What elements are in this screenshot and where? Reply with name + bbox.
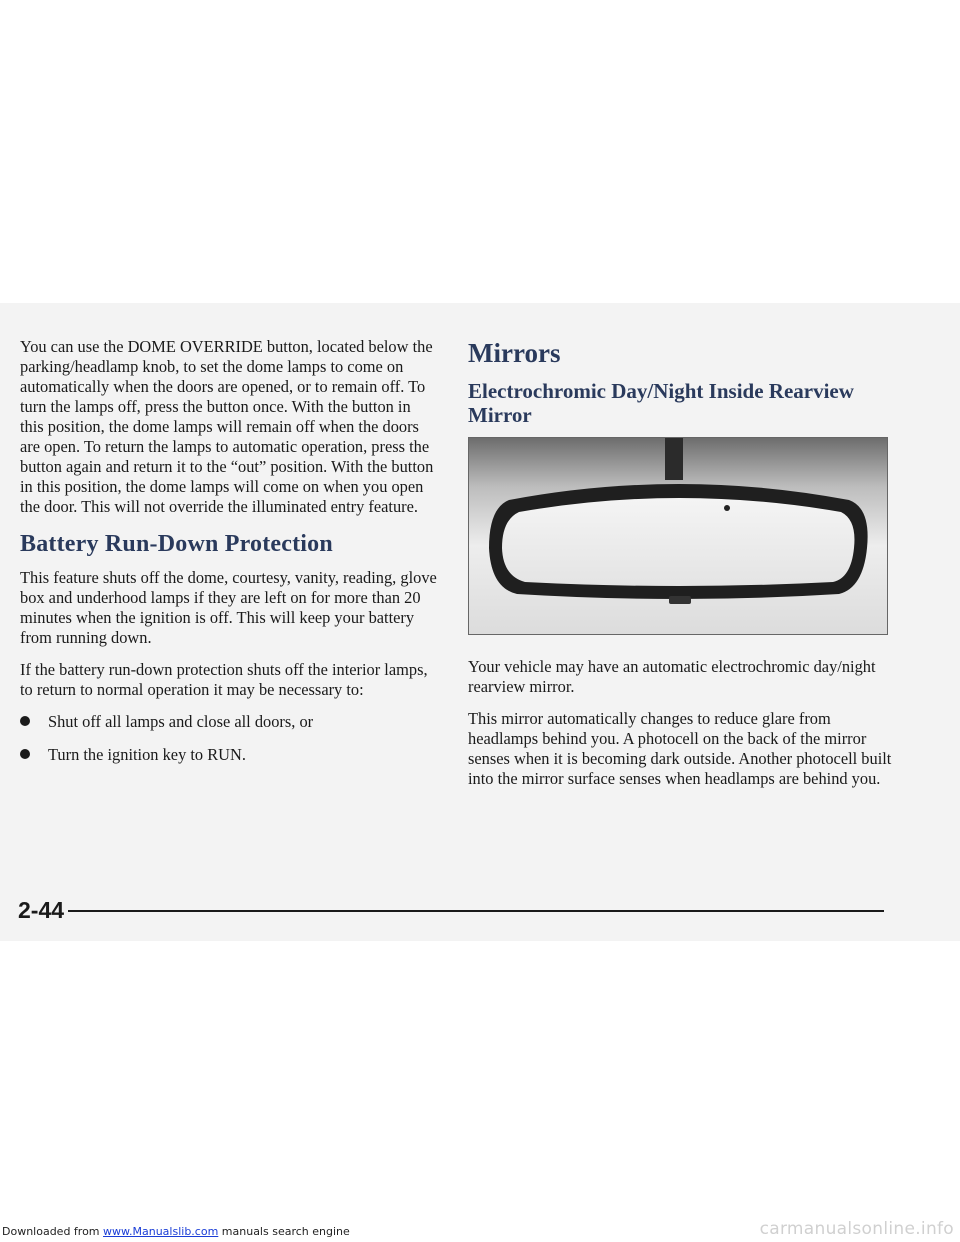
list-item <box>20 745 438 765</box>
list-item-text: Turn the ignition key to RUN. <box>48 745 246 764</box>
dome-override-paragraph: You can use the DOME OVERRIDE button, located below the parking/headlamp knob, to set the dome lamps to come on automatically when the doors are opened, or to remain off. To turn the lamps off, press the button once. With the button in this position, the dome lamps will remain off when the doors are open. To return the lamps to automatic operation, press the button again and return it to the “out” position. With the button in this position, the dome lamps will come on when you open the door. This will not override the illuminated entry feature. <box>20 337 434 516</box>
banner-suffix: manuals search engine <box>218 1225 350 1238</box>
manualslib-link[interactable]: www.Manualslib.com <box>103 1225 219 1238</box>
right-column <box>468 337 898 801</box>
mirror-illustration <box>469 438 887 634</box>
battery-steps-list <box>20 712 438 765</box>
list-item <box>20 712 438 732</box>
bullet-icon <box>20 716 30 726</box>
mirror-paragraph-1: Your vehicle may have an automatic electrochromic day/night rearview mirror. <box>468 657 876 696</box>
battery-paragraph-1: This feature shuts off the dome, courtesy, vanity, reading, glove box and underhood lamps if they are left on for more than 20 minutes when the ignition is off. This will keep your battery from running down. <box>20 568 437 647</box>
rearview-mirror-image <box>468 437 888 635</box>
rearview-mirror-heading: Electrochromic Day/Night Inside Rearview Mirror <box>468 379 854 427</box>
bullet-icon <box>20 749 30 759</box>
banner-prefix: Downloaded from <box>2 1225 104 1238</box>
watermark: carmanualsonline.info <box>759 1219 954 1239</box>
mirrors-heading: Mirrors <box>468 338 561 368</box>
left-column <box>20 337 438 778</box>
download-banner <box>2 1225 350 1238</box>
mirror-paragraph-2: This mirror automatically changes to reduce glare from headlamps behind you. A photocell on the back of the mirror senses when it is becoming dark outside. Another photocell built into the mirror surface senses when headlamps are behind you. <box>468 709 892 788</box>
footer-divider <box>68 910 884 912</box>
list-item-text: Shut off all lamps and close all doors, or <box>48 712 314 731</box>
page-number: 2-44 <box>18 897 65 923</box>
battery-section-heading: Battery Run-Down Protection <box>20 531 333 557</box>
battery-paragraph-2: If the battery run-down protection shuts off the interior lamps, to return to normal operation it may be necessary to: <box>20 660 428 699</box>
